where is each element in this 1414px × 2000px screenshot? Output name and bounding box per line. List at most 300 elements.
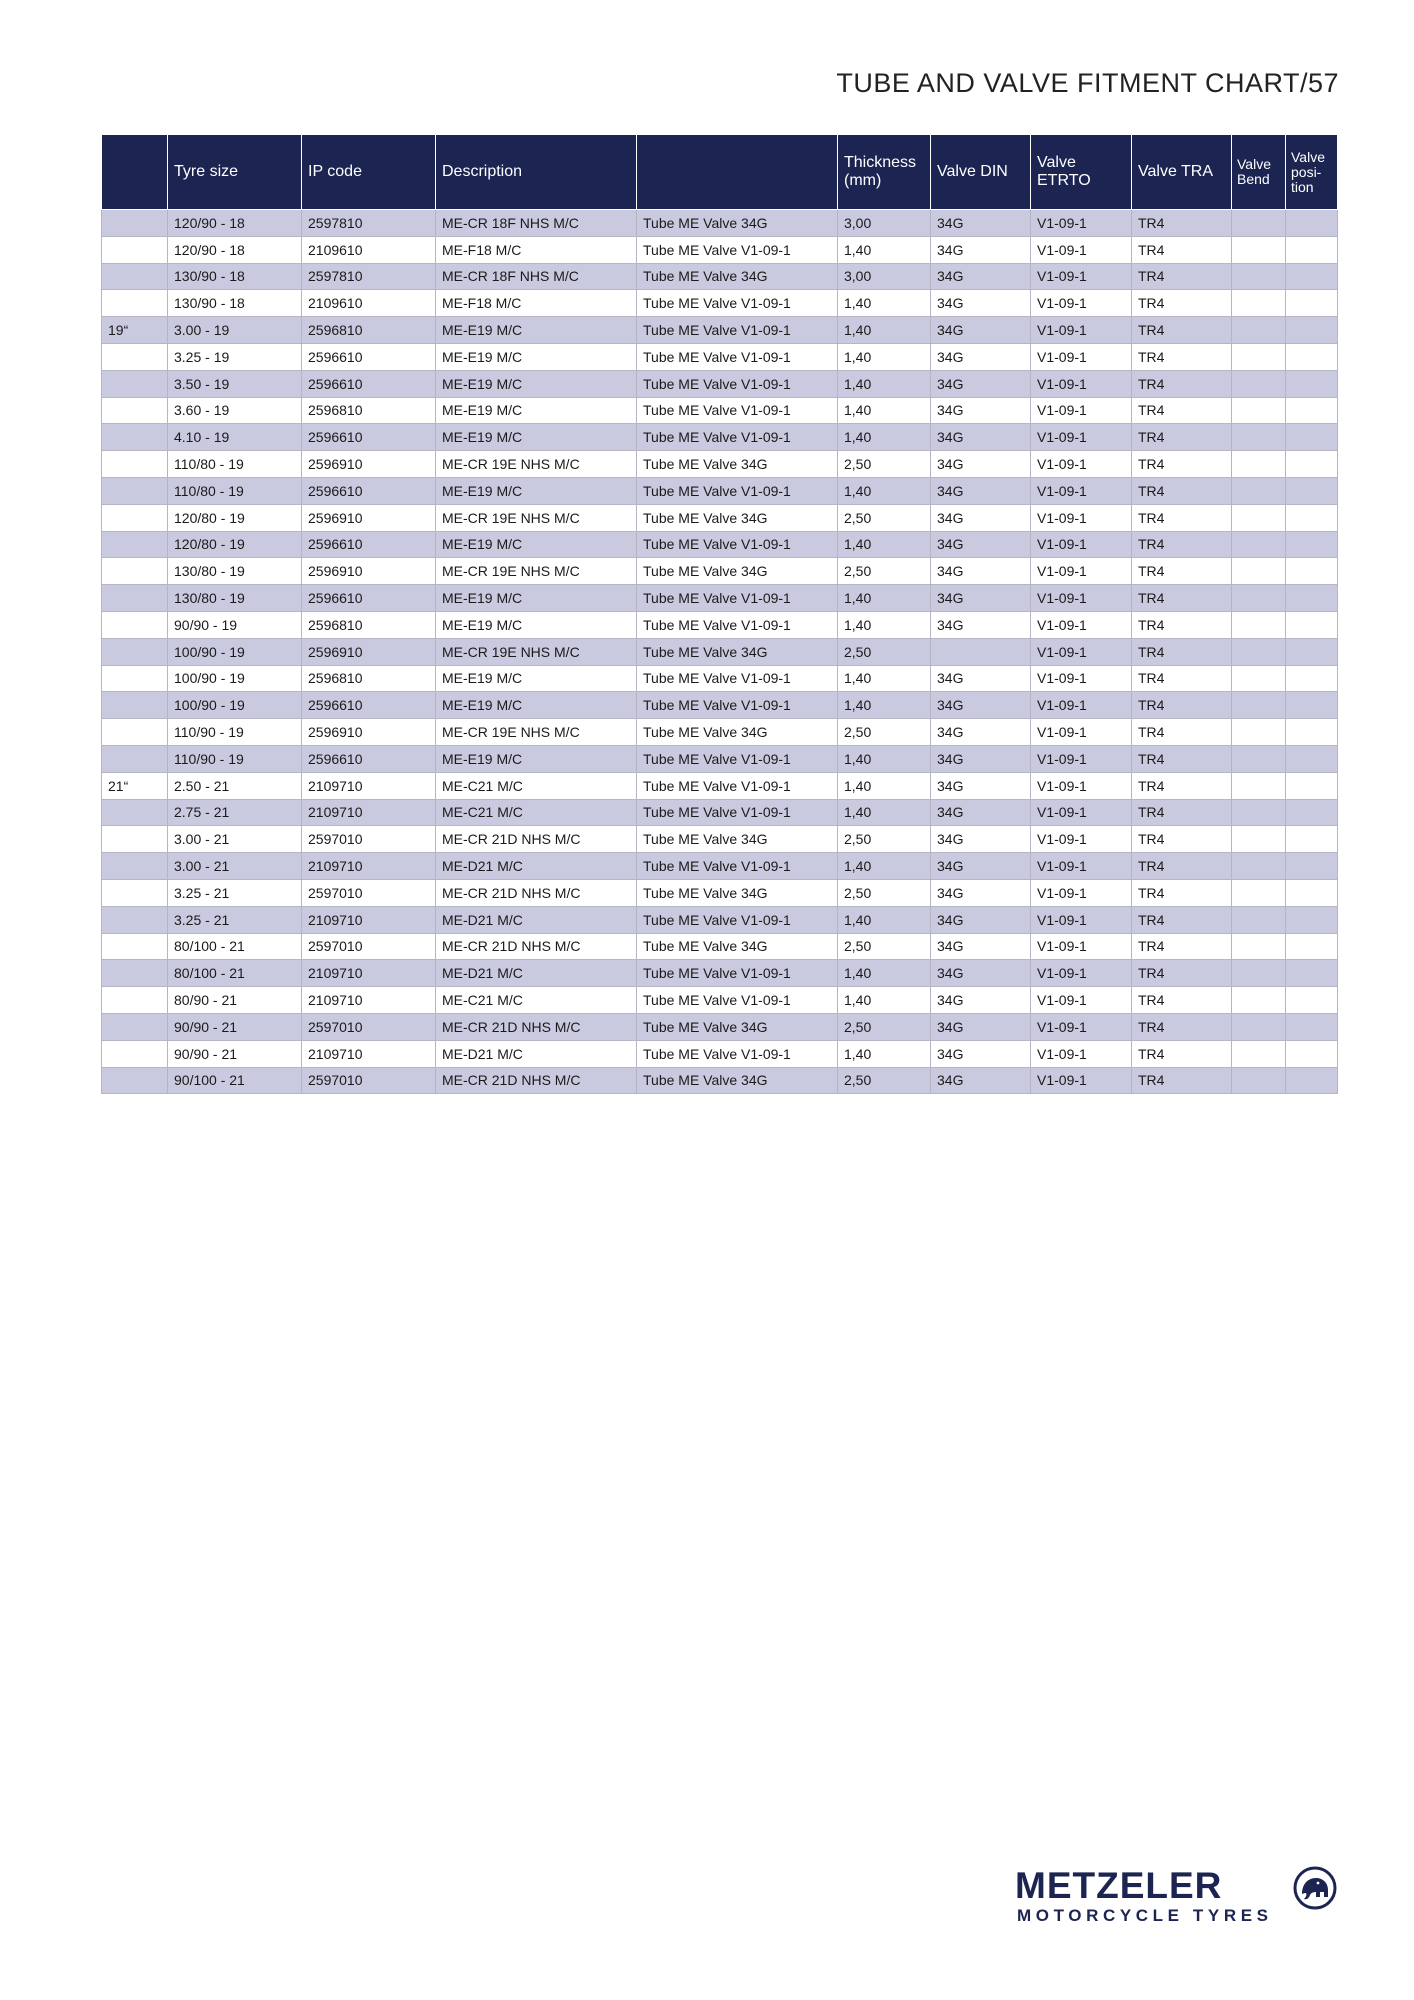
- cell-valve-etrto: V1-09-1: [1031, 290, 1132, 317]
- table-row: [102, 317, 1338, 344]
- cell-tube: Tube ME Valve V1-09-1: [637, 611, 838, 638]
- cell-ip-code: 2109710: [302, 1040, 436, 1067]
- cell-rim-size: [102, 558, 168, 585]
- cell-valve-etrto: V1-09-1: [1031, 477, 1132, 504]
- cell-valve-tra: TR4: [1132, 933, 1232, 960]
- cell-thickness: 1,40: [838, 853, 931, 880]
- cell-thickness: 3,00: [838, 263, 931, 290]
- cell-valve-bend: [1232, 745, 1286, 772]
- cell-valve-bend: [1232, 343, 1286, 370]
- cell-description: ME-D21 M/C: [436, 1040, 637, 1067]
- table-row: [102, 772, 1338, 799]
- cell-tyre-size: 80/100 - 21: [168, 933, 302, 960]
- header-tyre-size: Tyre size: [168, 135, 302, 210]
- cell-thickness: 1,40: [838, 611, 931, 638]
- cell-valve-tra: TR4: [1132, 719, 1232, 746]
- cell-tube: Tube ME Valve V1-09-1: [637, 853, 838, 880]
- cell-valve-din: 34G: [931, 772, 1031, 799]
- cell-valve-etrto: V1-09-1: [1031, 853, 1132, 880]
- table-row: [102, 638, 1338, 665]
- cell-valve-bend: [1232, 290, 1286, 317]
- cell-description: ME-E19 M/C: [436, 477, 637, 504]
- cell-valve-tra: TR4: [1132, 987, 1232, 1014]
- cell-valve-din: 34G: [931, 665, 1031, 692]
- cell-valve-etrto: V1-09-1: [1031, 317, 1132, 344]
- cell-ip-code: 2596910: [302, 504, 436, 531]
- cell-valve-position: [1286, 477, 1338, 504]
- cell-valve-din: 34G: [931, 585, 1031, 612]
- fitment-table: [101, 134, 1338, 1094]
- cell-thickness: 1,40: [838, 317, 931, 344]
- cell-tyre-size: 120/90 - 18: [168, 210, 302, 237]
- cell-tube: Tube ME Valve V1-09-1: [637, 290, 838, 317]
- cell-ip-code: 2597010: [302, 826, 436, 853]
- cell-valve-bend: [1232, 879, 1286, 906]
- cell-tyre-size: 3.50 - 19: [168, 370, 302, 397]
- cell-valve-bend: [1232, 424, 1286, 451]
- cell-description: ME-CR 19E NHS M/C: [436, 638, 637, 665]
- table-row: [102, 1040, 1338, 1067]
- cell-rim-size: 21“: [102, 772, 168, 799]
- cell-valve-position: [1286, 263, 1338, 290]
- cell-valve-tra: TR4: [1132, 745, 1232, 772]
- table-row: [102, 531, 1338, 558]
- cell-tyre-size: 110/80 - 19: [168, 477, 302, 504]
- cell-valve-din: 34G: [931, 719, 1031, 746]
- cell-description: ME-E19 M/C: [436, 745, 637, 772]
- cell-ip-code: 2109710: [302, 772, 436, 799]
- cell-valve-position: [1286, 290, 1338, 317]
- cell-rim-size: [102, 210, 168, 237]
- cell-tyre-size: 90/90 - 21: [168, 1040, 302, 1067]
- cell-valve-din: 34G: [931, 531, 1031, 558]
- header-valve-etrto: Valve ETRTO: [1031, 135, 1132, 210]
- cell-description: ME-E19 M/C: [436, 531, 637, 558]
- cell-thickness: 1,40: [838, 1040, 931, 1067]
- cell-valve-din: 34G: [931, 236, 1031, 263]
- cell-valve-tra: TR4: [1132, 585, 1232, 612]
- table-header-row: [102, 135, 1338, 210]
- cell-valve-din: 34G: [931, 477, 1031, 504]
- cell-valve-din: 34G: [931, 317, 1031, 344]
- cell-valve-din: 34G: [931, 263, 1031, 290]
- cell-valve-etrto: V1-09-1: [1031, 665, 1132, 692]
- cell-valve-tra: TR4: [1132, 853, 1232, 880]
- cell-valve-tra: TR4: [1132, 397, 1232, 424]
- cell-thickness: 1,40: [838, 745, 931, 772]
- table-row: [102, 370, 1338, 397]
- cell-valve-tra: TR4: [1132, 210, 1232, 237]
- cell-description: ME-CR 21D NHS M/C: [436, 879, 637, 906]
- cell-tube: Tube ME Valve 34G: [637, 210, 838, 237]
- cell-valve-bend: [1232, 692, 1286, 719]
- cell-valve-position: [1286, 210, 1338, 237]
- cell-valve-tra: TR4: [1132, 531, 1232, 558]
- cell-tube: Tube ME Valve 34G: [637, 638, 838, 665]
- cell-description: ME-CR 21D NHS M/C: [436, 1067, 637, 1094]
- cell-thickness: 1,40: [838, 397, 931, 424]
- cell-tyre-size: 3.25 - 21: [168, 906, 302, 933]
- cell-thickness: 1,40: [838, 236, 931, 263]
- cell-valve-din: 34G: [931, 558, 1031, 585]
- cell-valve-position: [1286, 451, 1338, 478]
- cell-valve-position: [1286, 987, 1338, 1014]
- cell-valve-position: [1286, 504, 1338, 531]
- table-row: [102, 558, 1338, 585]
- table-body: [102, 210, 1338, 1094]
- cell-ip-code: 2596610: [302, 477, 436, 504]
- cell-valve-tra: TR4: [1132, 638, 1232, 665]
- cell-valve-position: [1286, 1040, 1338, 1067]
- cell-valve-din: 34G: [931, 1067, 1031, 1094]
- cell-tyre-size: 110/90 - 19: [168, 745, 302, 772]
- cell-tube: Tube ME Valve V1-09-1: [637, 236, 838, 263]
- cell-tyre-size: 120/80 - 19: [168, 531, 302, 558]
- table-row: [102, 1067, 1338, 1094]
- cell-ip-code: 2597010: [302, 1067, 436, 1094]
- cell-thickness: 1,40: [838, 692, 931, 719]
- cell-valve-bend: [1232, 772, 1286, 799]
- cell-valve-tra: TR4: [1132, 317, 1232, 344]
- cell-valve-etrto: V1-09-1: [1031, 933, 1132, 960]
- cell-valve-din: 34G: [931, 397, 1031, 424]
- cell-valve-bend: [1232, 236, 1286, 263]
- cell-tyre-size: 3.00 - 19: [168, 317, 302, 344]
- cell-thickness: 1,40: [838, 987, 931, 1014]
- table-row: [102, 236, 1338, 263]
- cell-valve-position: [1286, 370, 1338, 397]
- cell-tube: Tube ME Valve V1-09-1: [637, 692, 838, 719]
- cell-valve-tra: TR4: [1132, 960, 1232, 987]
- cell-valve-din: 34G: [931, 745, 1031, 772]
- cell-valve-tra: TR4: [1132, 236, 1232, 263]
- table-row: [102, 424, 1338, 451]
- cell-valve-position: [1286, 585, 1338, 612]
- cell-valve-din: 34G: [931, 906, 1031, 933]
- cell-ip-code: 2596610: [302, 370, 436, 397]
- cell-tyre-size: 100/90 - 19: [168, 638, 302, 665]
- cell-valve-bend: [1232, 531, 1286, 558]
- cell-description: ME-CR 19E NHS M/C: [436, 451, 637, 478]
- page-title: TUBE AND VALVE FITMENT CHART/57: [836, 68, 1339, 98]
- cell-valve-bend: [1232, 317, 1286, 344]
- cell-tube: Tube ME Valve 34G: [637, 451, 838, 478]
- cell-rim-size: [102, 504, 168, 531]
- cell-tube: Tube ME Valve 34G: [637, 558, 838, 585]
- cell-valve-bend: [1232, 1013, 1286, 1040]
- cell-valve-din: 34G: [931, 611, 1031, 638]
- cell-tyre-size: 3.00 - 21: [168, 826, 302, 853]
- cell-valve-etrto: V1-09-1: [1031, 424, 1132, 451]
- cell-valve-tra: TR4: [1132, 1040, 1232, 1067]
- cell-valve-din: 34G: [931, 1013, 1031, 1040]
- cell-rim-size: [102, 611, 168, 638]
- table-row: [102, 719, 1338, 746]
- cell-thickness: 2,50: [838, 558, 931, 585]
- cell-valve-bend: [1232, 665, 1286, 692]
- cell-valve-etrto: V1-09-1: [1031, 987, 1132, 1014]
- cell-valve-bend: [1232, 1067, 1286, 1094]
- cell-rim-size: [102, 1067, 168, 1094]
- cell-ip-code: 2596810: [302, 611, 436, 638]
- cell-valve-etrto: V1-09-1: [1031, 236, 1132, 263]
- cell-valve-position: [1286, 236, 1338, 263]
- cell-valve-din: 34G: [931, 987, 1031, 1014]
- cell-tyre-size: 90/90 - 21: [168, 1013, 302, 1040]
- cell-tyre-size: 130/90 - 18: [168, 263, 302, 290]
- cell-tyre-size: 130/80 - 19: [168, 558, 302, 585]
- cell-ip-code: 2596810: [302, 397, 436, 424]
- cell-valve-bend: [1232, 504, 1286, 531]
- cell-valve-din: 34G: [931, 210, 1031, 237]
- cell-valve-din: 34G: [931, 960, 1031, 987]
- cell-valve-position: [1286, 960, 1338, 987]
- cell-valve-tra: TR4: [1132, 1067, 1232, 1094]
- cell-tube: Tube ME Valve V1-09-1: [637, 397, 838, 424]
- cell-rim-size: [102, 665, 168, 692]
- cell-valve-tra: TR4: [1132, 611, 1232, 638]
- cell-valve-din: 34G: [931, 853, 1031, 880]
- table-row: [102, 451, 1338, 478]
- cell-description: ME-E19 M/C: [436, 343, 637, 370]
- cell-valve-bend: [1232, 826, 1286, 853]
- cell-valve-etrto: V1-09-1: [1031, 504, 1132, 531]
- cell-valve-tra: TR4: [1132, 504, 1232, 531]
- cell-thickness: 2,50: [838, 638, 931, 665]
- cell-valve-tra: TR4: [1132, 799, 1232, 826]
- header-valve-din: Valve DIN: [931, 135, 1031, 210]
- cell-rim-size: [102, 290, 168, 317]
- cell-rim-size: [102, 236, 168, 263]
- cell-rim-size: [102, 853, 168, 880]
- cell-valve-position: [1286, 799, 1338, 826]
- header-valve-position: Valve posi-tion: [1286, 135, 1338, 210]
- cell-tube: Tube ME Valve V1-09-1: [637, 424, 838, 451]
- cell-valve-position: [1286, 906, 1338, 933]
- cell-valve-tra: TR4: [1132, 826, 1232, 853]
- cell-ip-code: 2109710: [302, 853, 436, 880]
- cell-ip-code: 2596910: [302, 719, 436, 746]
- cell-rim-size: 19“: [102, 317, 168, 344]
- cell-valve-tra: TR4: [1132, 370, 1232, 397]
- cell-valve-tra: TR4: [1132, 263, 1232, 290]
- cell-ip-code: 2596810: [302, 665, 436, 692]
- cell-rim-size: [102, 585, 168, 612]
- cell-description: ME-C21 M/C: [436, 987, 637, 1014]
- cell-thickness: 2,50: [838, 933, 931, 960]
- cell-valve-bend: [1232, 638, 1286, 665]
- cell-description: ME-E19 M/C: [436, 692, 637, 719]
- cell-valve-etrto: V1-09-1: [1031, 879, 1132, 906]
- cell-rim-size: [102, 370, 168, 397]
- cell-valve-position: [1286, 1013, 1338, 1040]
- metzeler-logo: [1015, 1866, 1340, 1926]
- table-row: [102, 210, 1338, 237]
- table-row: [102, 933, 1338, 960]
- cell-valve-din: 34G: [931, 504, 1031, 531]
- cell-valve-etrto: V1-09-1: [1031, 210, 1132, 237]
- cell-description: ME-E19 M/C: [436, 611, 637, 638]
- cell-tube: Tube ME Valve V1-09-1: [637, 317, 838, 344]
- cell-valve-bend: [1232, 719, 1286, 746]
- cell-valve-bend: [1232, 1040, 1286, 1067]
- cell-thickness: 2,50: [838, 879, 931, 906]
- cell-description: ME-CR 19E NHS M/C: [436, 558, 637, 585]
- cell-valve-position: [1286, 853, 1338, 880]
- cell-thickness: 2,50: [838, 719, 931, 746]
- cell-valve-tra: TR4: [1132, 879, 1232, 906]
- cell-tube: Tube ME Valve 34G: [637, 263, 838, 290]
- cell-tube: Tube ME Valve V1-09-1: [637, 665, 838, 692]
- cell-valve-bend: [1232, 451, 1286, 478]
- cell-ip-code: 2109610: [302, 290, 436, 317]
- cell-description: ME-CR 18F NHS M/C: [436, 263, 637, 290]
- cell-tyre-size: 3.25 - 21: [168, 879, 302, 906]
- cell-rim-size: [102, 1013, 168, 1040]
- cell-rim-size: [102, 960, 168, 987]
- cell-valve-position: [1286, 611, 1338, 638]
- cell-valve-etrto: V1-09-1: [1031, 370, 1132, 397]
- cell-rim-size: [102, 826, 168, 853]
- cell-tube: Tube ME Valve 34G: [637, 826, 838, 853]
- cell-ip-code: 2596610: [302, 692, 436, 719]
- cell-tube: Tube ME Valve V1-09-1: [637, 960, 838, 987]
- cell-valve-bend: [1232, 906, 1286, 933]
- cell-tyre-size: 80/90 - 21: [168, 987, 302, 1014]
- cell-rim-size: [102, 987, 168, 1014]
- cell-ip-code: 2597810: [302, 210, 436, 237]
- cell-description: ME-E19 M/C: [436, 397, 637, 424]
- cell-valve-etrto: V1-09-1: [1031, 638, 1132, 665]
- cell-thickness: 1,40: [838, 290, 931, 317]
- cell-valve-etrto: V1-09-1: [1031, 1040, 1132, 1067]
- cell-tyre-size: 4.10 - 19: [168, 424, 302, 451]
- cell-tyre-size: 90/100 - 21: [168, 1067, 302, 1094]
- cell-tyre-size: 2.75 - 21: [168, 799, 302, 826]
- cell-valve-etrto: V1-09-1: [1031, 745, 1132, 772]
- cell-ip-code: 2597810: [302, 263, 436, 290]
- table-row: [102, 692, 1338, 719]
- cell-thickness: 1,40: [838, 531, 931, 558]
- header-description: Description: [436, 135, 637, 210]
- cell-valve-din: 34G: [931, 343, 1031, 370]
- table-row: [102, 826, 1338, 853]
- cell-valve-etrto: V1-09-1: [1031, 558, 1132, 585]
- table-row: [102, 290, 1338, 317]
- header-thickness: Thickness (mm): [838, 135, 931, 210]
- cell-valve-tra: TR4: [1132, 906, 1232, 933]
- cell-tube: Tube ME Valve V1-09-1: [637, 745, 838, 772]
- cell-tyre-size: 100/90 - 19: [168, 665, 302, 692]
- cell-valve-etrto: V1-09-1: [1031, 611, 1132, 638]
- cell-description: ME-E19 M/C: [436, 317, 637, 344]
- cell-valve-din: 34G: [931, 370, 1031, 397]
- cell-thickness: 2,50: [838, 504, 931, 531]
- cell-valve-etrto: V1-09-1: [1031, 826, 1132, 853]
- cell-rim-size: [102, 477, 168, 504]
- cell-ip-code: 2109710: [302, 960, 436, 987]
- cell-valve-etrto: V1-09-1: [1031, 719, 1132, 746]
- cell-description: ME-C21 M/C: [436, 799, 637, 826]
- cell-tube: Tube ME Valve 34G: [637, 879, 838, 906]
- cell-valve-bend: [1232, 933, 1286, 960]
- cell-valve-position: [1286, 1067, 1338, 1094]
- table-row: [102, 987, 1338, 1014]
- table-row: [102, 343, 1338, 370]
- cell-valve-bend: [1232, 263, 1286, 290]
- cell-ip-code: 2596610: [302, 745, 436, 772]
- cell-valve-bend: [1232, 210, 1286, 237]
- cell-rim-size: [102, 531, 168, 558]
- cell-tube: Tube ME Valve V1-09-1: [637, 987, 838, 1014]
- cell-tube: Tube ME Valve 34G: [637, 1067, 838, 1094]
- cell-valve-bend: [1232, 370, 1286, 397]
- cell-description: ME-F18 M/C: [436, 290, 637, 317]
- cell-tube: Tube ME Valve V1-09-1: [637, 799, 838, 826]
- cell-valve-bend: [1232, 558, 1286, 585]
- cell-tyre-size: 130/90 - 18: [168, 290, 302, 317]
- cell-rim-size: [102, 424, 168, 451]
- cell-valve-tra: TR4: [1132, 343, 1232, 370]
- cell-thickness: 1,40: [838, 960, 931, 987]
- cell-valve-position: [1286, 879, 1338, 906]
- cell-valve-position: [1286, 719, 1338, 746]
- cell-valve-etrto: V1-09-1: [1031, 692, 1132, 719]
- cell-valve-etrto: V1-09-1: [1031, 960, 1132, 987]
- cell-thickness: 1,40: [838, 370, 931, 397]
- table-row: [102, 504, 1338, 531]
- cell-valve-position: [1286, 317, 1338, 344]
- table-row: [102, 477, 1338, 504]
- cell-tyre-size: 120/90 - 18: [168, 236, 302, 263]
- cell-ip-code: 2596910: [302, 638, 436, 665]
- cell-valve-etrto: V1-09-1: [1031, 772, 1132, 799]
- elephant-icon: [1293, 1866, 1337, 1910]
- cell-description: ME-E19 M/C: [436, 665, 637, 692]
- cell-thickness: 1,40: [838, 906, 931, 933]
- cell-valve-position: [1286, 745, 1338, 772]
- cell-tyre-size: 3.60 - 19: [168, 397, 302, 424]
- cell-thickness: 1,40: [838, 665, 931, 692]
- cell-rim-size: [102, 263, 168, 290]
- table-row: [102, 906, 1338, 933]
- cell-ip-code: 2596810: [302, 317, 436, 344]
- cell-valve-bend: [1232, 987, 1286, 1014]
- cell-ip-code: 2596610: [302, 424, 436, 451]
- logo-tagline: MOTORCYCLE TYRES: [1017, 1906, 1273, 1925]
- cell-thickness: 1,40: [838, 772, 931, 799]
- cell-description: ME-D21 M/C: [436, 906, 637, 933]
- cell-valve-bend: [1232, 585, 1286, 612]
- cell-valve-din: 34G: [931, 424, 1031, 451]
- cell-tube: Tube ME Valve V1-09-1: [637, 343, 838, 370]
- cell-valve-din: 34G: [931, 826, 1031, 853]
- cell-valve-tra: TR4: [1132, 665, 1232, 692]
- cell-description: ME-CR 21D NHS M/C: [436, 1013, 637, 1040]
- cell-valve-din: 34G: [931, 451, 1031, 478]
- cell-rim-size: [102, 451, 168, 478]
- cell-thickness: 2,50: [838, 1067, 931, 1094]
- cell-tube: Tube ME Valve V1-09-1: [637, 772, 838, 799]
- cell-tube: Tube ME Valve V1-09-1: [637, 585, 838, 612]
- cell-thickness: 1,40: [838, 585, 931, 612]
- cell-tyre-size: 2.50 - 21: [168, 772, 302, 799]
- cell-valve-position: [1286, 772, 1338, 799]
- cell-tyre-size: 130/80 - 19: [168, 585, 302, 612]
- cell-valve-din: 34G: [931, 290, 1031, 317]
- cell-valve-position: [1286, 638, 1338, 665]
- cell-valve-bend: [1232, 611, 1286, 638]
